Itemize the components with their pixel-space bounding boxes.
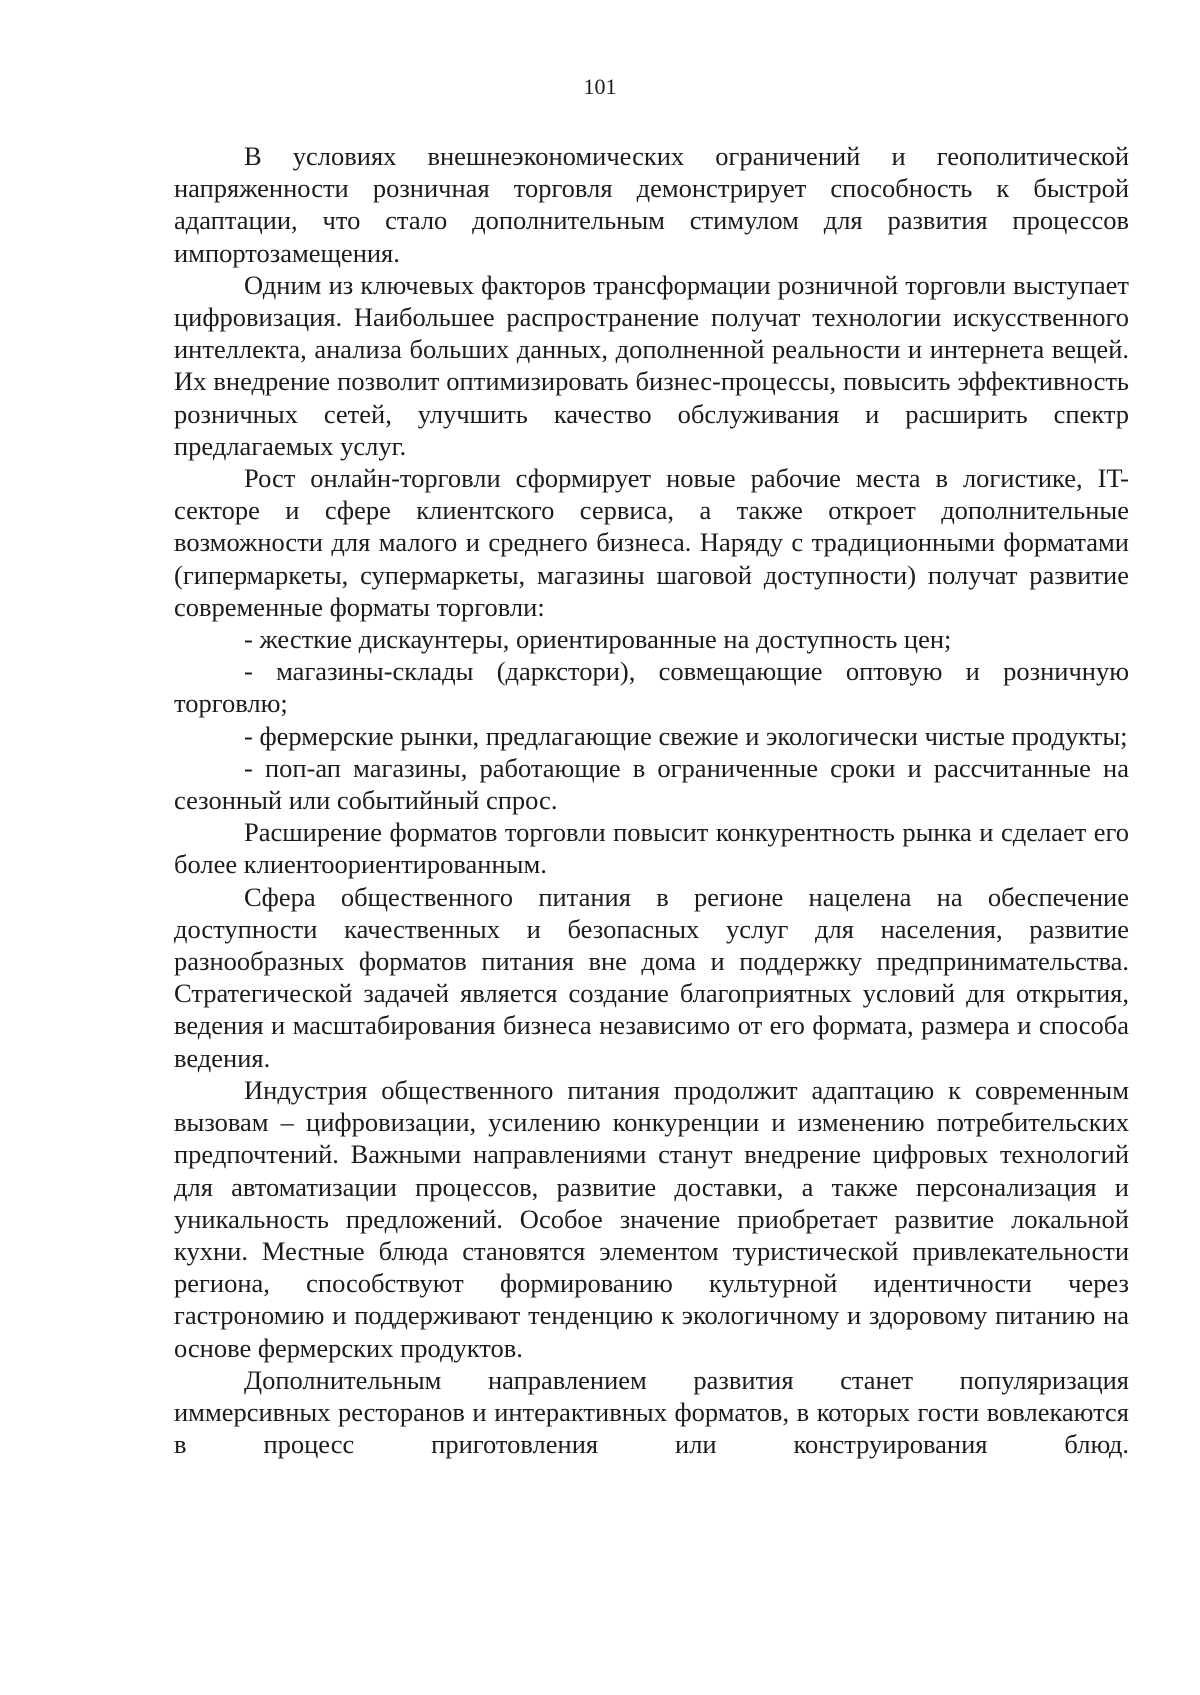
paragraph-online-trade: Рост онлайн-торговли сформирует новые рабочие места в логистике, IT-секторе и сфере клиентского сервиса, а также откроет дополнительные возможности для малого и среднего бизнеса. Наряду с традиционными форматами (гипермаркеты, супермаркеты, магазины шаговой доступности) получат развитие современные форматы торговли:: [174, 463, 1129, 622]
page-number: 101: [583, 74, 617, 99]
paragraph-catering-sector: Сфера общественного питания в регионе нацелена на обеспечение доступности качественных и безопасных услуг для населения, развитие разнообразных форматов питания вне дома и поддержку предпринимательства. Стратегической задачей является создание благоприятных условий для открытия, ведения и масштабирования бизнеса независимо от его формата, размера и способа ведения.: [174, 881, 1129, 1073]
paragraph-format-expansion: Расширение форматов торговли повысит конкурентность рынка и сделает его более клиентоориентированным.: [174, 817, 1129, 880]
document-body: [174, 140, 1129, 1460]
list-item-farmers-markets: - фермерские рынки, предлагающие свежие и экологически чистые продукты;: [244, 720, 1128, 751]
paragraph-immersive-restaurants: Дополнительным направлением развития станет популяризация иммерсивных ресторанов и интерактивных форматов, в которых гости вовлекаются в процесс приготовления или конструирования блюд.: [174, 1364, 1129, 1460]
paragraph-digitalization: Одним из ключевых факторов трансформации розничной торговли выступает цифровизация. Наибольшее распространение получат технологии искусственного интеллекта, анализа больших данных, дополненной реальности и интернета вещей. Их внедрение позволит оптимизировать бизнес-процессы, повысить эффективность розничных сетей, улучшить качество обслуживания и расширить спектр предлагаемых услуг.: [174, 269, 1129, 461]
paragraph-catering-industry: Индустрия общественного питания продолжит адаптацию к современным вызовам – цифровизации, усилению конкуренции и изменению потребительских предпочтений. Важными направлениями станут внедрение цифровых технологий для автоматизации процессов, развитие доставки, а также персонализация и уникальность предложений. Особое значение приобретает развитие локальной кухни. Местные блюда становятся элементом туристической привлекательности региона, способствуют формированию культурной идентичности через гастрономию и поддерживают тенденцию к экологичному и здоровому питанию на основе фермерских продуктов.: [174, 1074, 1129, 1363]
list-item-pop-up-stores: - поп-ап магазины, работающие в ограниченные сроки и рассчитанные на сезонный или событийный спрос.: [174, 752, 1129, 816]
list-item-discounters: - жесткие дискаунтеры, ориентированные на доступность цен;: [244, 624, 952, 655]
list-item-dark-stores: - магазины-склады (даркстори), совмещающие оптовую и розничную торговлю;: [174, 656, 1129, 719]
paragraph-import-substitution: В условиях внешнеэкономических ограничений и геополитической напряженности розничная торговля демонстрирует способность к быстрой адаптации, что стало дополнительным стимулом для развития процессов импортозамещения.: [174, 141, 1129, 268]
